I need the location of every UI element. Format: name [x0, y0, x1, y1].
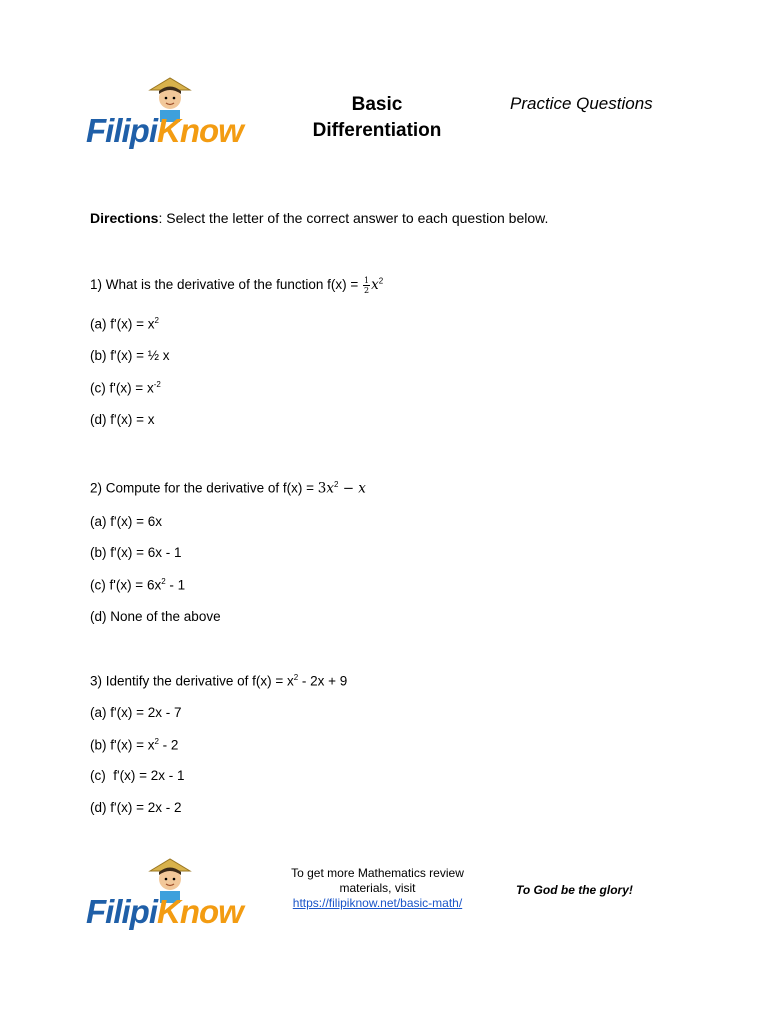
option-text: (c) f'(x) = 2x - 1	[90, 768, 185, 783]
option-3c[interactable]	[90, 768, 184, 783]
math-exponent: 2	[333, 480, 339, 489]
option-exponent: 2	[154, 737, 159, 746]
option-3d[interactable]	[90, 800, 181, 815]
option-2b[interactable]	[90, 545, 181, 560]
page-subtitle: Practice Questions	[510, 94, 653, 113]
option-3b[interactable]	[90, 737, 178, 753]
option-2c[interactable]	[90, 577, 185, 593]
fraction-numerator: 1	[364, 276, 370, 285]
question-3-tail: - 2x + 9	[298, 673, 348, 689]
math-exponent: 2	[378, 276, 384, 286]
logo-wordmark	[86, 893, 243, 931]
option-tail: - 2	[158, 737, 179, 753]
math-variable: x	[371, 277, 379, 294]
option-text: (d) f'(x) = x	[90, 412, 155, 427]
question-3	[90, 673, 347, 689]
math-coefficient: 3	[317, 480, 327, 497]
directions-text: : Select the letter of the correct answer to each question below.	[158, 210, 549, 226]
logo-filipi: Filipi	[86, 893, 157, 930]
option-text: (a) f'(x) = 2x - 7	[90, 705, 182, 720]
directions	[90, 210, 548, 226]
logo-wordmark	[86, 112, 243, 150]
option-2a[interactable]	[90, 514, 162, 529]
option-text: (b) f'(x) = ½ x	[90, 348, 170, 363]
option-2d[interactable]	[90, 609, 221, 624]
title-line-2: Differentiation	[312, 120, 442, 141]
option-1c[interactable]	[90, 380, 161, 396]
option-text: (b) f'(x) = x	[90, 737, 155, 753]
math-exponent: 2	[293, 673, 299, 682]
option-3a[interactable]	[90, 705, 181, 720]
option-text: (a) f'(x) = x	[90, 316, 155, 332]
math-variable: x	[326, 480, 334, 497]
option-text: (d) f'(x) = 2x - 2	[90, 800, 182, 815]
question-1	[90, 276, 383, 295]
question-2-prompt: 2) Compute for the derivative of f(x) =	[90, 480, 318, 496]
option-text: (b) f'(x) = 6x - 1	[90, 545, 182, 560]
footer-link[interactable]: https://filipiknow.net/basic-math/	[292, 896, 463, 910]
directions-label: Directions	[90, 210, 159, 226]
filipiknow-logo-header	[86, 76, 258, 172]
option-1a[interactable]	[90, 316, 159, 332]
math-rest: − x	[338, 480, 366, 497]
option-exponent: 2	[161, 577, 166, 586]
option-1d[interactable]	[90, 412, 154, 427]
fraction-one-half	[363, 276, 370, 295]
logo-know: Know	[157, 893, 243, 930]
question-2	[90, 480, 366, 497]
option-text: (c) f'(x) = 6x	[90, 577, 162, 593]
option-text: (a) f'(x) = 6x	[90, 514, 162, 529]
logo-filipi: Filipi	[86, 112, 157, 149]
option-text: (c) f'(x) = x	[90, 380, 154, 396]
page-title	[300, 92, 454, 144]
footer-line-1: To get more Mathematics review	[291, 866, 464, 880]
question-1-prompt: 1) What is the derivative of the function f(x) =	[90, 277, 362, 293]
title-line-1: Basic	[351, 94, 403, 115]
option-exponent: 2	[154, 316, 159, 325]
filipiknow-logo-footer	[86, 857, 258, 953]
footer-glory: To God be the glory!	[516, 883, 633, 897]
option-1b[interactable]	[90, 348, 169, 363]
footer-info	[280, 866, 475, 911]
footer-line-2: materials, visit	[339, 881, 416, 895]
option-exponent: -2	[153, 380, 161, 389]
question-3-prompt: 3) Identify the derivative of f(x) = x	[90, 673, 294, 689]
option-tail: - 1	[165, 577, 186, 593]
option-text: (d) None of the above	[90, 609, 221, 624]
logo-know: Know	[157, 112, 243, 149]
fraction-denominator: 2	[364, 286, 370, 295]
